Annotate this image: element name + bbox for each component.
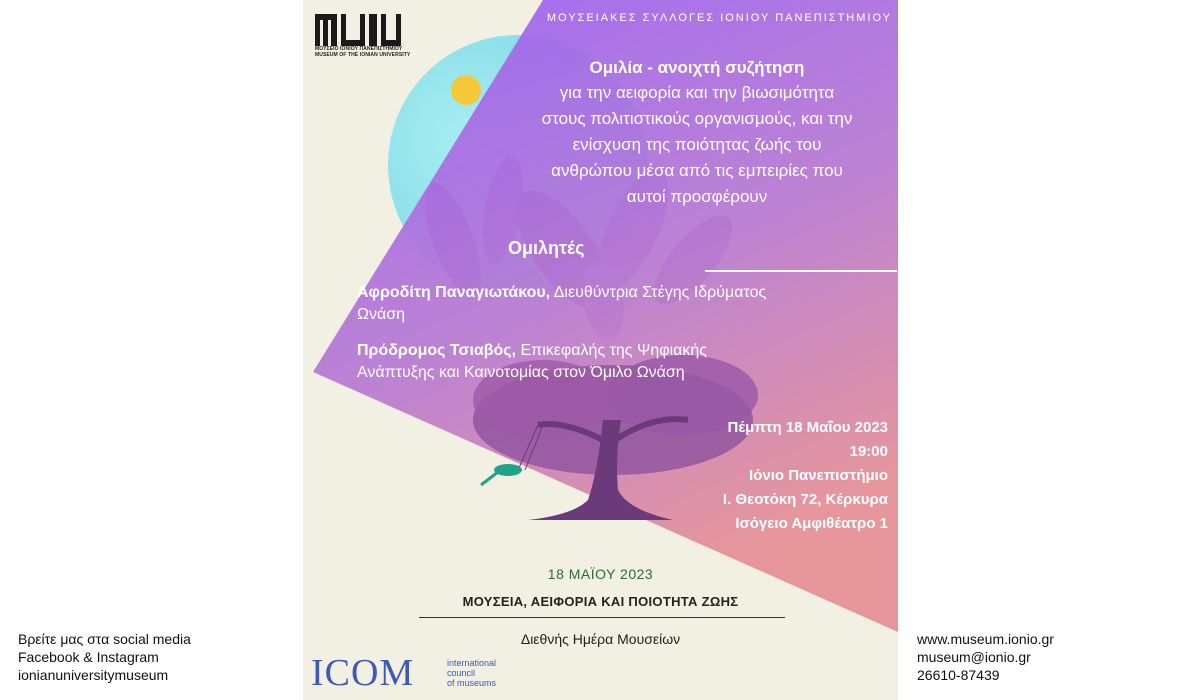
speaker-role: Διευθύντρια Στέγης Ιδρύματος: [550, 284, 767, 301]
event-date: Πέμπτη 18 Μαΐου 2023: [727, 419, 888, 436]
sun: [451, 75, 481, 105]
talk-title: Ομιλία - ανοιχτή συζήτηση: [589, 58, 805, 77]
talk-subtitle-line: στους πολιτιστικούς οργανισμούς, και την: [541, 109, 853, 128]
event-details: [723, 416, 888, 536]
speaker-name: Αφροδίτη Παναγιωτάκου,: [357, 284, 551, 301]
speakers-divider: [705, 270, 897, 272]
museum-logo: [315, 14, 411, 58]
social-handle: ionianuniversitymuseum: [18, 667, 169, 683]
footer-date: 18 ΜΑΪΟΥ 2023: [547, 566, 654, 582]
speaker-2: [357, 340, 887, 384]
speaker-role: Επικεφαλής της Ψηφιακής: [516, 342, 707, 359]
footer-theme: ΜΟΥΣΕΙΑ, ΑΕΙΦΟΡΙΑ ΚΑΙ ΠΟΙΟΤΗΤΑ ΖΩΗΣ: [462, 594, 739, 609]
event-time: 19:00: [849, 443, 888, 460]
contact-info: [917, 630, 1054, 684]
logo-caption-greek: ΜΟΥΣΕΙΟ ΙΟΝΙΟΥ ΠΑΝΕΠΙΣΤΗΜΙΟΥ: [315, 46, 403, 52]
speaker-1: [357, 282, 887, 326]
icom-tagline-line: of museums: [447, 678, 497, 688]
talk-title-block: [493, 56, 898, 210]
icom-tagline-line: council: [447, 668, 476, 678]
icom-wordmark: ICOM: [311, 652, 415, 694]
social-line: Facebook & Instagram: [18, 649, 159, 665]
social-line: Βρείτε μας στα social media: [18, 631, 191, 647]
icom-tagline-line: international: [447, 658, 497, 668]
speaker-name: Πρόδρομος Τσιαβός,: [357, 342, 517, 359]
social-media-info: [18, 630, 191, 684]
website-link[interactable]: www.museum.ionio.gr: [917, 631, 1054, 647]
event-address: Ι. Θεοτόκη 72, Κέρκυρα: [722, 491, 888, 508]
phone-number: 26610-87439: [917, 667, 1000, 683]
event-poster: [303, 0, 898, 700]
event-venue: Ιόνιο Πανεπιστήμιο: [749, 467, 888, 484]
organization-name: ΜΟΥΣΕΙΑΚΕΣ ΣΥΛΛΟΓΕΣ ΙΟΝΙΟΥ ΠΑΝΕΠΙΣΤΗΜΙΟΥ: [546, 12, 892, 24]
icom-tagline: [447, 658, 496, 688]
museum-day-label: Διεθνής Ημέρα Μουσείων: [520, 631, 681, 647]
swinging-figure: [494, 464, 522, 476]
talk-subtitle-line: αυτοί προσφέρουν: [626, 187, 768, 206]
speaker-role-cont: Ωνάση: [357, 306, 405, 323]
theme-underline: [419, 617, 785, 618]
event-room: Ισόγειο Αμφιθέατρο 1: [735, 515, 888, 532]
logo-caption-english: MUSEUM OF THE IONIAN UNIVERSITY: [315, 52, 411, 58]
speakers-heading: Ομιλητές: [508, 238, 585, 258]
talk-subtitle-line: ενίσχυση της ποιότητας ζωής του: [572, 135, 822, 154]
speaker-role-cont: Ανάπτυξης και Καινοτομίας στον Όμιλο Ωνάση: [357, 364, 685, 381]
museum-logo-mark: [315, 14, 401, 46]
talk-subtitle-line: ανθρώπου μέσα από τις εμπειρίες που: [551, 161, 843, 180]
talk-subtitle-line: για την αειφορία και την βιωσιμότητα: [559, 83, 835, 102]
email-link[interactable]: museum@ionio.gr: [917, 649, 1031, 665]
